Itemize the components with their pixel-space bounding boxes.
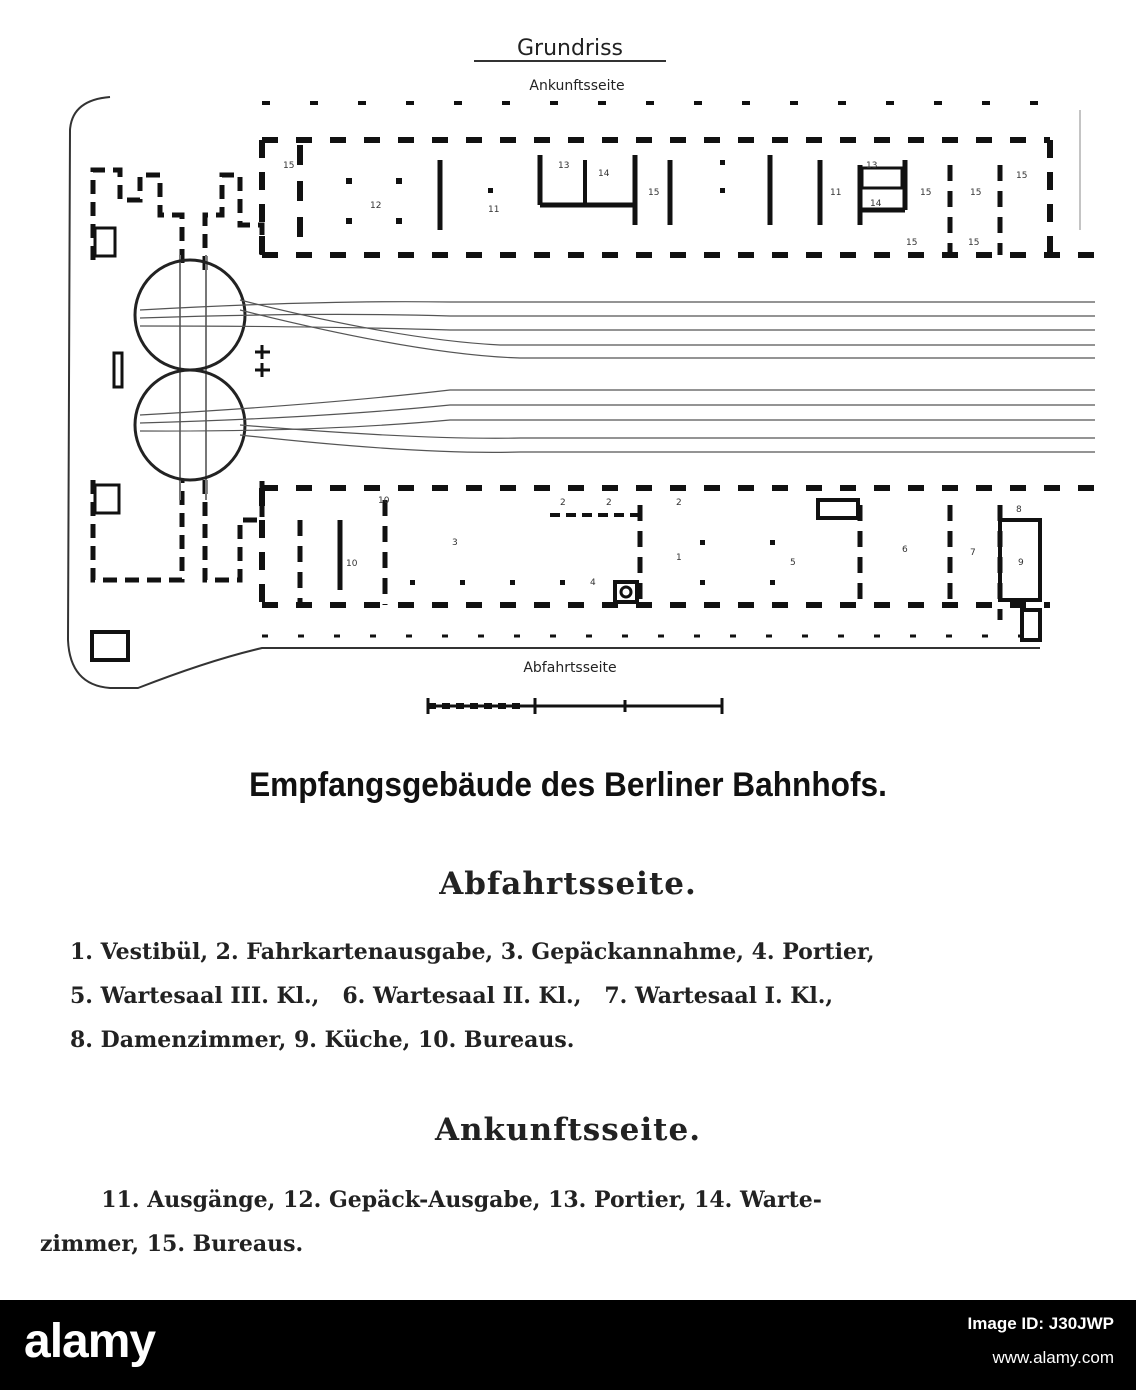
departure-room-numbers <box>346 496 1024 588</box>
caption-title: Empfangsgebäude des Berliner Bahnhofs. <box>249 766 887 804</box>
svg-text:14: 14 <box>870 199 882 209</box>
legend-item: 15. Bureaus. <box>146 1231 304 1257</box>
svg-text:8: 8 <box>1016 505 1022 515</box>
legend-item: 5. Wartesaal III. Kl., <box>70 983 320 1009</box>
svg-text:15: 15 <box>920 188 932 198</box>
site-boundary <box>68 97 1040 688</box>
arrival-legend <box>40 1178 1110 1266</box>
legend-item: 9. Küche, <box>293 1027 411 1053</box>
svg-text:15: 15 <box>906 238 918 248</box>
legend-item: 8. Damenzimmer, <box>70 1027 287 1053</box>
svg-text:11: 11 <box>830 188 842 198</box>
svg-text:13: 13 <box>866 161 878 171</box>
svg-text:1: 1 <box>676 553 682 563</box>
svg-text:4: 4 <box>590 578 596 588</box>
svg-text:15: 15 <box>1016 171 1028 181</box>
svg-text:15: 15 <box>648 188 660 198</box>
legend-item: 4. Portier, <box>751 939 875 965</box>
svg-text:12: 12 <box>370 201 382 211</box>
svg-text:2: 2 <box>606 498 612 508</box>
plan-title: Grundriss <box>516 36 624 61</box>
arrival-heading: Ankunftsseite. <box>434 1112 702 1148</box>
legend-item: 13. Portier, <box>548 1187 687 1213</box>
svg-text:10: 10 <box>378 496 390 506</box>
svg-text:3: 3 <box>452 538 458 548</box>
svg-text:15: 15 <box>283 161 295 171</box>
svg-text:14: 14 <box>598 169 610 179</box>
legend-item: 14. Warte- <box>694 1187 822 1213</box>
head-building <box>92 170 262 660</box>
svg-text:13: 13 <box>558 161 570 171</box>
svg-text:5: 5 <box>790 558 796 568</box>
tracks <box>140 300 1095 452</box>
plan-bottom-label: Abfahrtsseite <box>523 660 617 676</box>
departure-legend <box>70 930 1110 1062</box>
arrival-building <box>262 103 1095 255</box>
svg-text:2: 2 <box>560 498 566 508</box>
image-id: Image ID: J30JWP <box>967 1314 1114 1333</box>
svg-text:6: 6 <box>902 545 908 555</box>
svg-text:9: 9 <box>1018 558 1024 568</box>
departure-building <box>262 488 1095 640</box>
watermark-url: www.alamy.com <box>992 1348 1114 1367</box>
svg-text:2: 2 <box>676 498 682 508</box>
svg-text:7: 7 <box>970 548 976 558</box>
legend-item: 6. Wartesaal II. Kl., <box>342 983 582 1009</box>
hall-supports <box>255 345 270 377</box>
departure-heading: Abfahrtsseite. <box>439 866 697 902</box>
watermark-footer <box>0 1300 1136 1390</box>
svg-text:15: 15 <box>970 188 982 198</box>
legend-item: zimmer, <box>40 1231 140 1257</box>
svg-text:11: 11 <box>488 205 500 215</box>
scale-bar <box>428 698 722 714</box>
alamy-logo: alamy <box>24 1315 156 1368</box>
svg-text:15: 15 <box>968 238 980 248</box>
legend-item: 7. Wartesaal I. Kl., <box>604 983 834 1009</box>
svg-text:10: 10 <box>346 559 358 569</box>
legend-item: 1. Vestibül, <box>70 939 208 965</box>
legend-item: 3. Gepäckannahme, <box>500 939 744 965</box>
legend-item: 12. Gepäck-Ausgabe, <box>283 1187 541 1213</box>
arrival-room-numbers <box>283 161 1027 248</box>
legend-item: 2. Fahrkartenausgabe, <box>215 939 494 965</box>
legend-item: 11. Ausgänge, <box>101 1187 276 1213</box>
plan-top-label: Ankunftsseite <box>529 78 625 94</box>
legend-item: 10. Bureaus. <box>417 1027 575 1053</box>
turntables <box>135 260 245 480</box>
